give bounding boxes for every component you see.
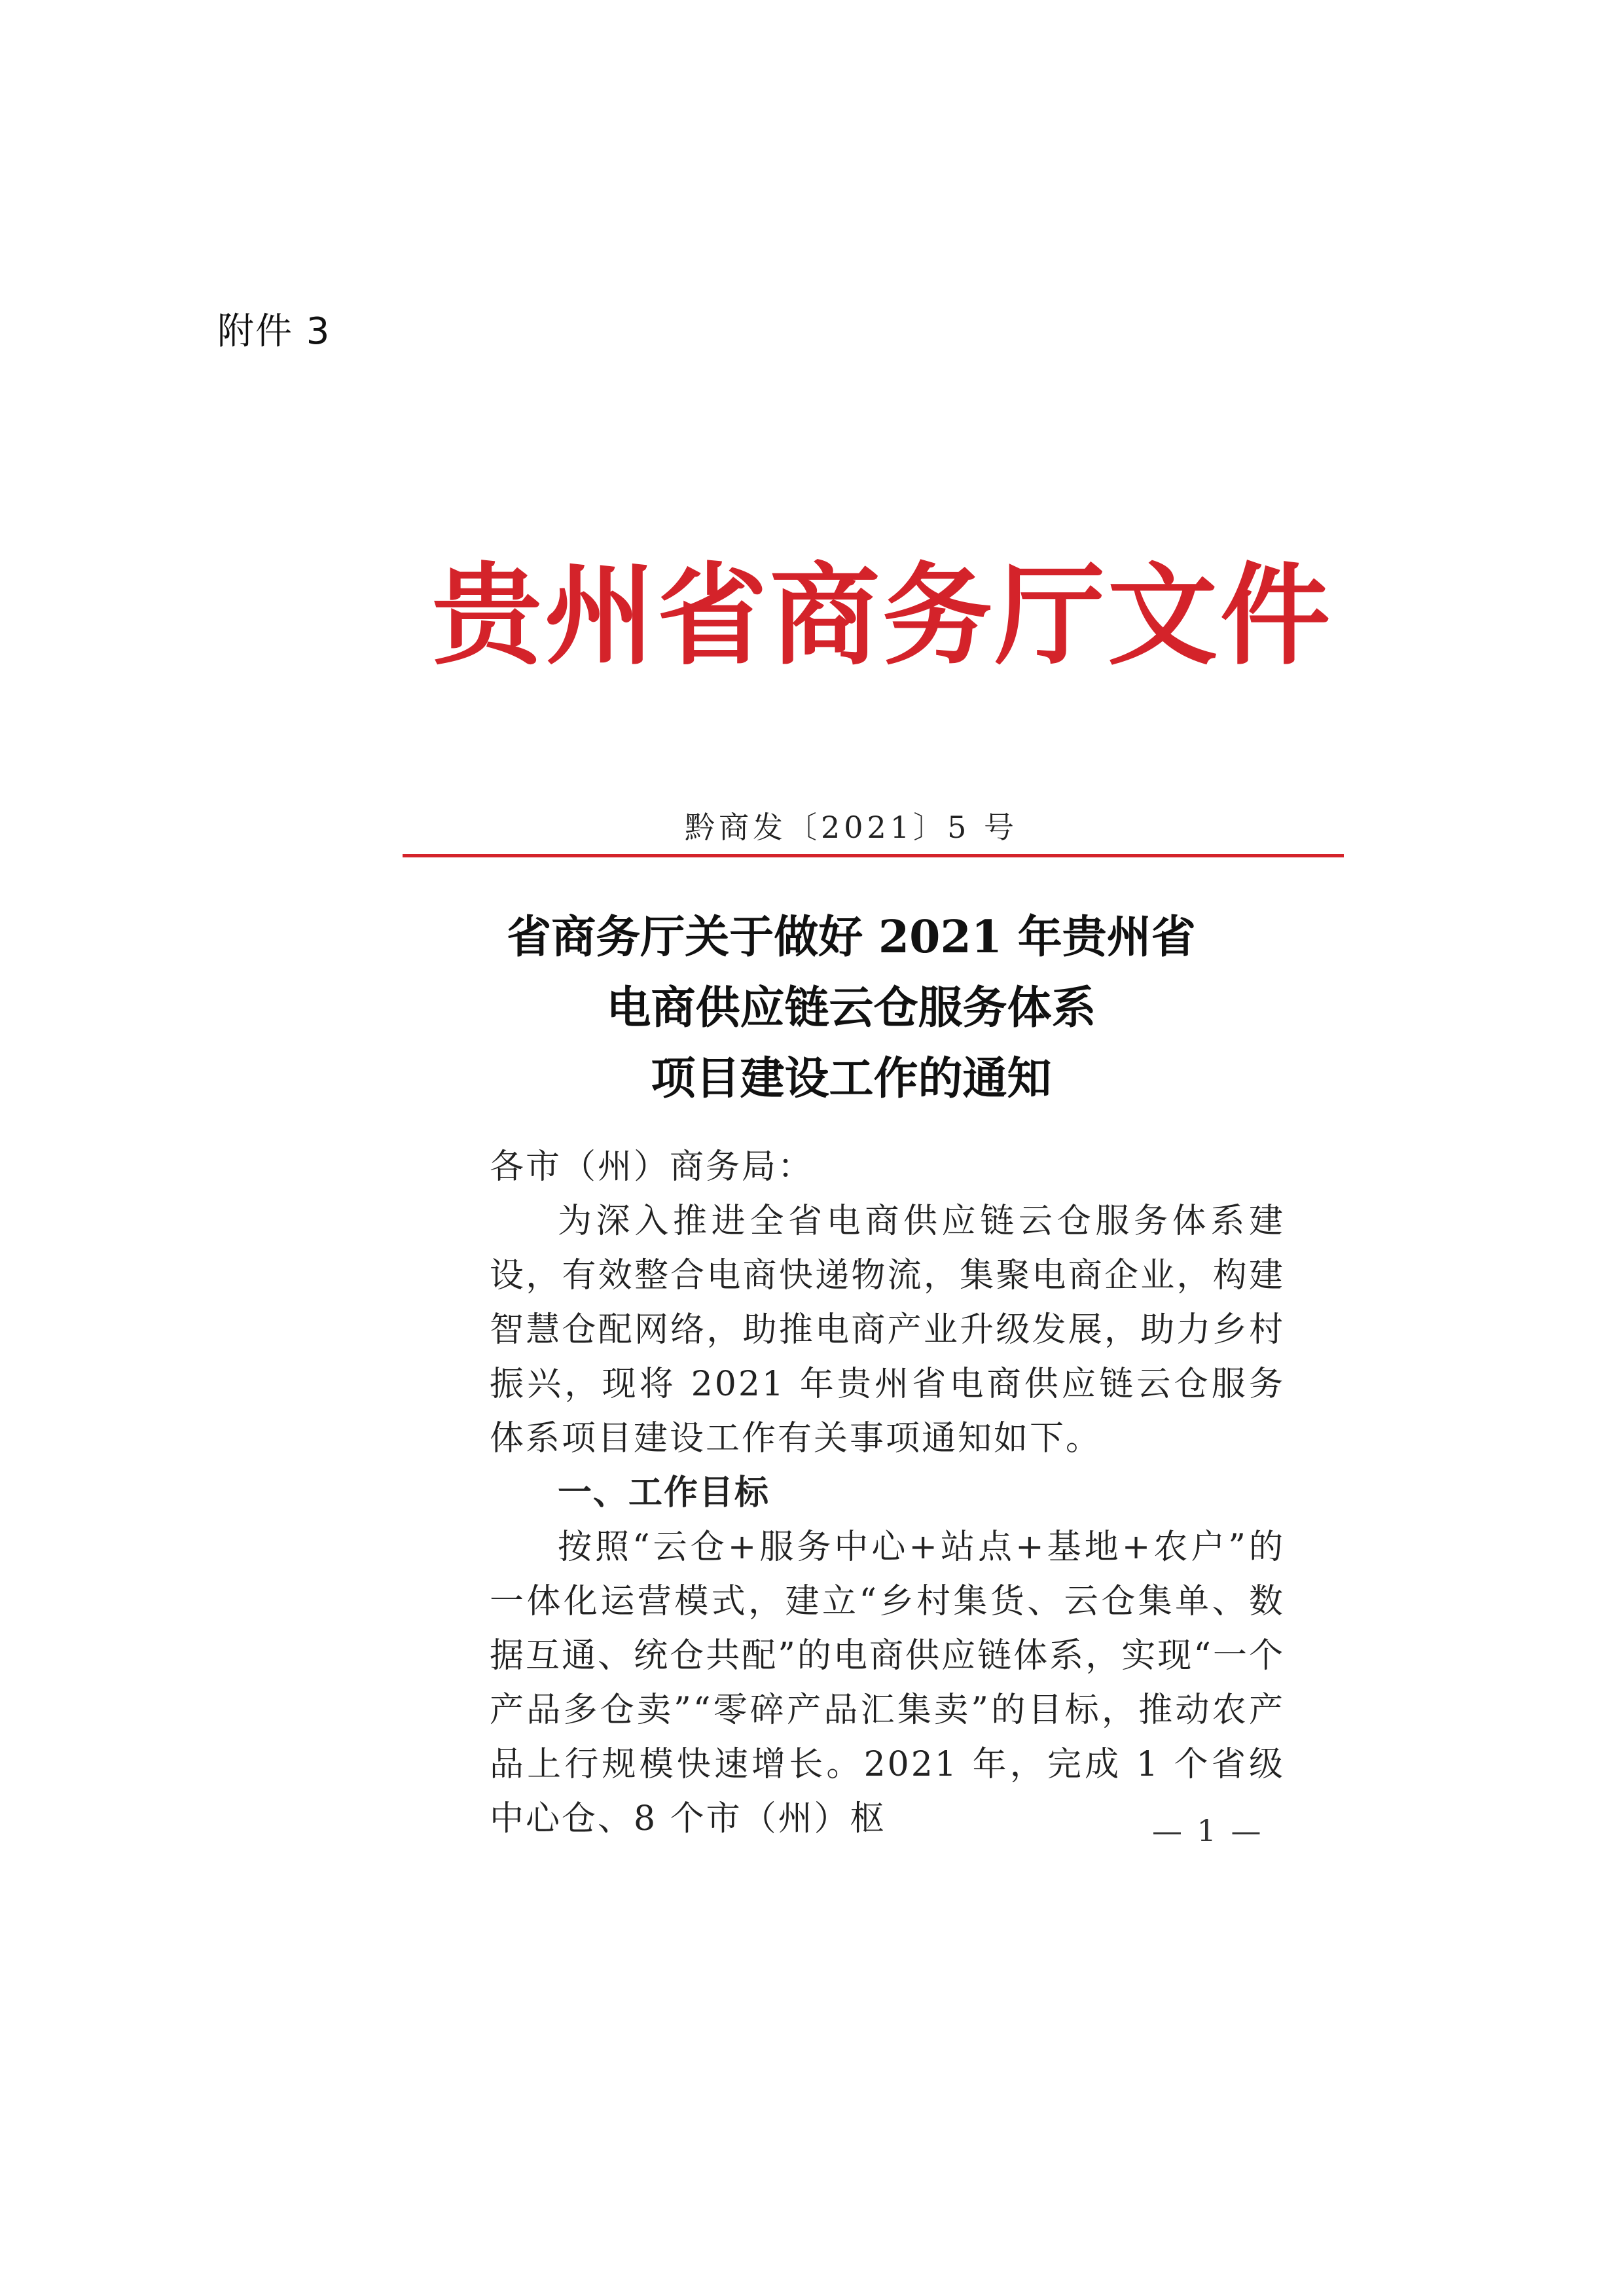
document-body xyxy=(490,1140,1285,1846)
page-number: — 1 — xyxy=(1152,1813,1264,1848)
document-masthead: 贵州省商务厅文件 xyxy=(432,550,1333,680)
attachment-label: 附件 3 xyxy=(217,310,331,353)
section-heading-goals: 一、工作目标 xyxy=(558,1473,770,1513)
goals-paragraph: 按照“云仓+服务中心+站点+基地+农户”的一体化运营模式，建立“乡村集货、云仓集单、数据互通、统仓共配”的电商供应链体系，实现“一个产品多仓卖”“零碎产品汇集卖”的目标，推动农产品上行规模快速增长。2021 年，完成 1 个省级中心仓、8 个市（州）枢 xyxy=(490,1528,1285,1839)
addressee: 各市（州）商务局： xyxy=(490,1147,814,1187)
title-line-1: 省商务厅关于做好 2021 年贵州省 xyxy=(507,911,1196,963)
intro-paragraph: 为深入推进全省电商供应链云仓服务体系建设，有效整合电商快递物流，集聚电商企业，构建智慧仓配网络，助推电商产业升级发展，助力乡村振兴，现将 2021 年贵州省电商供应链云仓服务体系项目建设工作有关事项通知如下。 xyxy=(490,1202,1285,1458)
title-line-3: 项目建设工作的通知 xyxy=(651,1052,1052,1105)
red-divider-line xyxy=(403,854,1344,857)
notice-title xyxy=(0,902,1624,1114)
title-line-2: 电商供应链云仓服务体系 xyxy=(606,982,1096,1034)
document-number: 黔商发〔2021〕5 号 xyxy=(685,810,1018,845)
